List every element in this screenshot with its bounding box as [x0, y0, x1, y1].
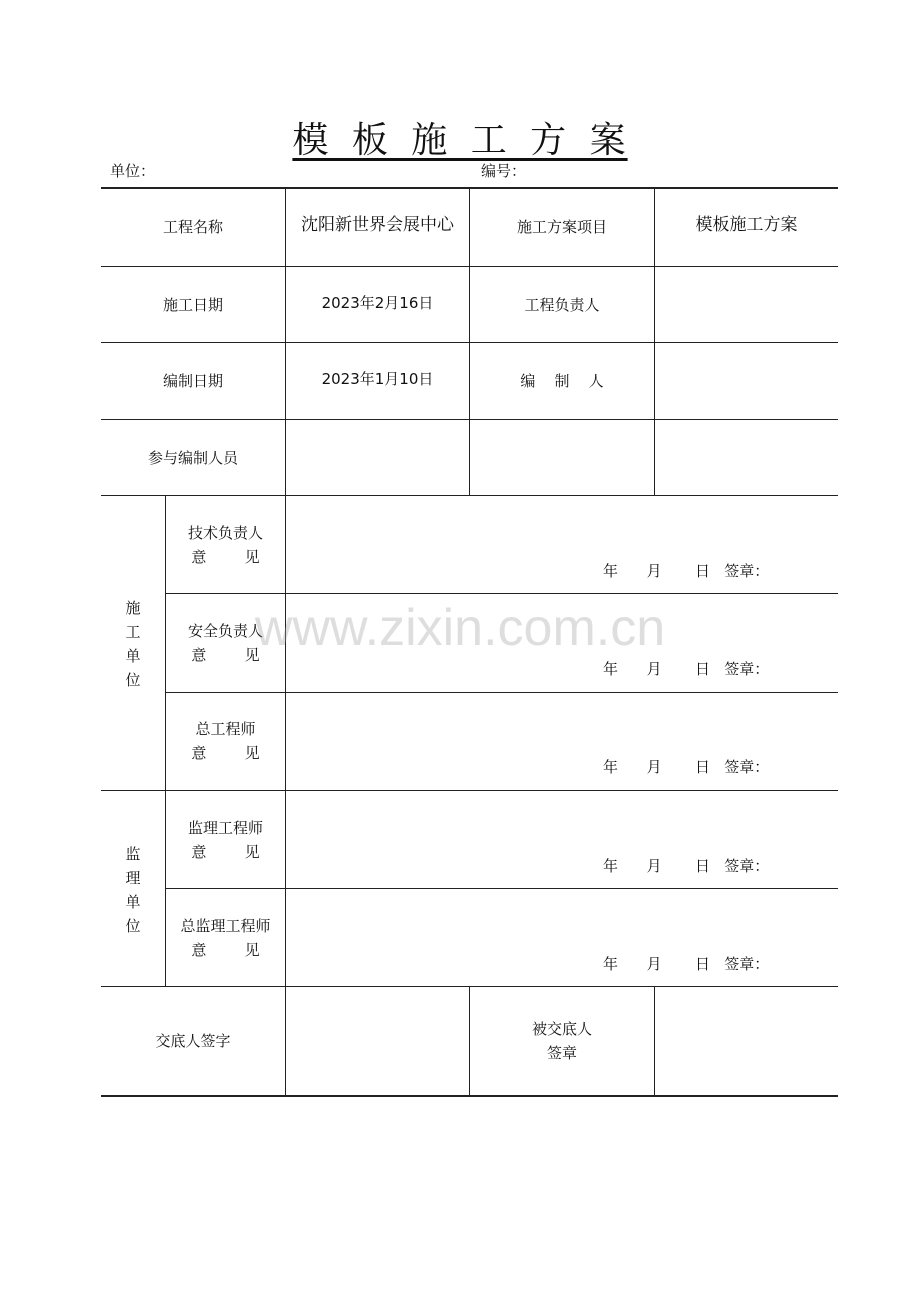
watermark: www.zixin.com.cn	[254, 599, 666, 657]
compiler-value	[655, 343, 838, 419]
signature-line: 年 月 日 签章：	[603, 562, 770, 580]
participants-label: 参与编制人员	[147, 448, 238, 467]
number-label: 编号：	[481, 162, 527, 180]
construction-date-value: 2023年2月16日	[321, 293, 434, 312]
construction-date-label: 施工日期	[162, 295, 223, 314]
project-lead-label: 工程负责人	[524, 295, 600, 314]
unit-label: 单位：	[110, 162, 156, 180]
chief-supervisor-opinion-label: 总监理工程师 意 见	[180, 917, 271, 959]
chief-engineer-opinion-label: 总工程师 意 见	[191, 720, 260, 762]
handover-giver-label: 交底人签字	[155, 1032, 231, 1050]
project-lead-value	[655, 267, 838, 342]
signature-line: 年 月 日 签章：	[603, 660, 770, 678]
handover-receiver-label: 被交底人 签章	[531, 1020, 592, 1062]
compile-date-label: 编制日期	[162, 372, 223, 390]
plan-item-label: 施工方案项目	[516, 218, 607, 236]
plan-item-value: 模板施工方案	[695, 215, 798, 234]
signature-line: 年 月 日 签章：	[603, 758, 770, 776]
project-name-value: 沈阳新世界会展中心	[301, 215, 454, 234]
supervisor-opinion-label: 监理工程师 意 见	[187, 819, 263, 861]
project-name-label: 工程名称	[162, 218, 223, 236]
document-title: 模 板 施 工 方 案	[292, 120, 628, 161]
compile-date-value: 2023年1月10日	[321, 370, 434, 388]
signature-line: 年 月 日 签章：	[603, 955, 770, 973]
signature-line: 年 月 日 签章：	[603, 857, 770, 875]
tech-lead-opinion-label: 技术负责人 意 见	[187, 524, 263, 566]
safety-lead-opinion-label: 安全负责人 意 见	[187, 622, 263, 664]
compiler-label: 编 制 人	[520, 372, 604, 390]
